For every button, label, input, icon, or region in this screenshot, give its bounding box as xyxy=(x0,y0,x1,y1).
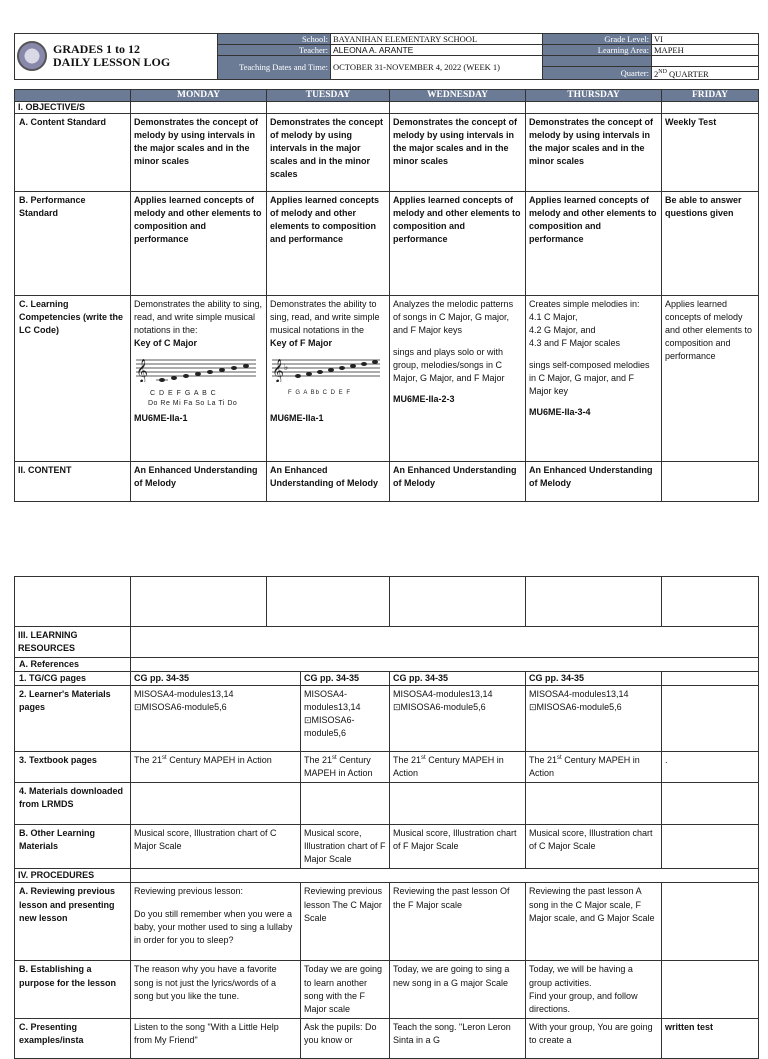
svg-text:♭: ♭ xyxy=(284,363,289,374)
f-major-staff-icon xyxy=(270,356,382,382)
tg-cg-mon: CG pp. 34-35 xyxy=(131,672,301,686)
learners-materials-label: 2. Learner's Materials pages xyxy=(15,686,131,752)
presenting-thu: With your group, You are going to create a xyxy=(526,1018,662,1058)
competencies-wed-text-1: Analyzes the melodic patterns of songs in C Major, G major, and F Major keys xyxy=(393,299,514,336)
tg-cg-tue: CG pp. 34-35 xyxy=(301,672,390,686)
content-standard-mon: Demonstrates the concept of melody by using intervals in the major scales and in the minor scales xyxy=(131,114,267,192)
objectives-title: I. OBJECTIVE/S xyxy=(15,102,131,114)
logo-line-1: GRADES 1 to 12 xyxy=(53,42,141,57)
lesson-table-1 xyxy=(14,89,759,502)
quarter-word: QUARTER xyxy=(669,68,709,79)
tb-wed-pre: The 21 xyxy=(393,755,422,766)
competencies-thu-item-3: 4.3 and F Major scales xyxy=(529,338,621,349)
header-table xyxy=(14,33,759,80)
tg-cg-fri xyxy=(662,672,759,686)
tb-wed-post: Century MAPEH in Action xyxy=(393,755,504,779)
lc-code-wed: MU6ME-IIa-2-3 xyxy=(393,394,455,405)
lc-code-mon: MU6ME-IIa-1 xyxy=(134,412,188,423)
other-materials-mon: Musical score, Illustration chart of C Major Scale xyxy=(131,825,301,869)
key-c-major: Key of C Major xyxy=(134,338,198,349)
competencies-wed xyxy=(390,296,526,462)
performance-standard-fri: Be able to answer questions given xyxy=(662,192,759,296)
tb-tue-post: Century MAPEH in Action xyxy=(304,755,373,779)
competencies-mon xyxy=(131,296,267,462)
content-mon: An Enhanced Understanding of Melody xyxy=(131,462,267,502)
reviewing-mon-2: Do you still remember when you were a baby, your mother used to sing a lullaby in order for you to sleep? xyxy=(134,908,293,945)
day-wednesday: WEDNESDAY xyxy=(390,90,526,102)
purpose-thu xyxy=(526,961,662,1018)
resources-title: III. LEARNING RESOURCES xyxy=(15,627,131,658)
svg-text:𝄞: 𝄞 xyxy=(136,358,148,383)
tb-thu-pre: The 21 xyxy=(529,755,558,766)
competencies-thu xyxy=(526,296,662,462)
f-major-note-names: F G A Bb C D E F xyxy=(288,390,352,397)
tb-tue-sup: st xyxy=(332,755,337,762)
quarter-label: Quarter: xyxy=(543,67,652,80)
other-materials-label: B. Other Learning Materials xyxy=(15,825,131,869)
area-value: MAPEH xyxy=(652,45,759,56)
day-thursday: THURSDAY xyxy=(526,90,662,102)
blank-label xyxy=(543,56,652,67)
tb-thu-post: Century MAPEH in Action xyxy=(529,755,640,779)
competencies-fri: Applies learned concepts of melody and other elements to composition and performance xyxy=(662,296,759,462)
svg-text:𝄞: 𝄞 xyxy=(272,358,284,383)
purpose-wed: Today, we are going to sing a new song in a G major Scale xyxy=(390,961,526,1018)
grade-label: Grade Level: xyxy=(543,34,652,45)
competencies-mon-text: Demonstrates the ability to sing, read, and write simple musical notations in the: xyxy=(134,299,263,336)
key-f-major: Key of F Major xyxy=(270,338,333,349)
performance-standard-thu: Applies learned concepts of melody and other elements to composition and performance xyxy=(526,192,662,296)
logo-line-2: DAILY LESSON LOG xyxy=(53,55,171,70)
lc-code-tue: MU6ME-IIa-1 xyxy=(270,412,324,423)
tg-cg-thu: CG pp. 34-35 xyxy=(526,672,662,686)
learners-materials-tue xyxy=(301,686,390,752)
logo-cell xyxy=(15,34,218,80)
tb-tue-pre: The 21 xyxy=(304,755,333,766)
school-label: School: xyxy=(218,34,331,45)
purpose-mon: The reason why you have a favorite song is not just the lyrics/words of a song but you like the tune. xyxy=(131,961,301,1018)
content-tue: An Enhanced Understanding of Melody xyxy=(267,462,390,502)
textbook-fri: . xyxy=(662,752,759,783)
tb-wed-sup: st xyxy=(421,755,426,762)
performance-standard-label: B. Performance Standard xyxy=(15,192,131,296)
lm-thu-1: MISOSA4-modules13,14 xyxy=(529,689,629,700)
reviewing-label: A. Reviewing previous lesson and presenting new lesson xyxy=(15,883,131,961)
purpose-tue: Today we are going to learn another song with the F Major scale xyxy=(301,961,390,1018)
reviewing-wed: Reviewing the past lesson Of the F Major scale xyxy=(390,883,526,961)
competencies-thu-item-2: 4.2 G Major, and xyxy=(529,325,596,336)
blank-value xyxy=(652,56,759,67)
performance-standard-mon: Applies learned concepts of melody and other elements to composition and performance xyxy=(131,192,267,296)
school-value: BAYANIHAN ELEMENTARY SCHOOL xyxy=(331,34,543,45)
textbook-tue xyxy=(301,752,390,783)
lm-mon-2: ⊡MISOSA6-module5,6 xyxy=(134,702,227,713)
dates-value: OCTOBER 31-NOVEMBER 4, 2022 (WEEK 1) xyxy=(331,56,543,80)
quarter-value xyxy=(652,67,759,80)
tb-mon-post: Century MAPEH in Action xyxy=(166,755,272,766)
textbook-wed xyxy=(390,752,526,783)
deped-seal-icon xyxy=(17,41,47,71)
other-materials-wed: Musical score, Illustration chart of F Major Scale xyxy=(390,825,526,869)
lm-wed-1: MISOSA4-modules13,14 xyxy=(393,689,493,700)
lm-tue-2: ⊡MISOSA6-module5,6 xyxy=(304,715,355,739)
textbook-mon xyxy=(131,752,301,783)
performance-standard-tue: Applies learned concepts of melody and other elements to composition and performance xyxy=(267,192,390,296)
competencies-wed-text-2: sings and plays solo or with group, melodies/songs in C Major, G Major, and F Major xyxy=(393,347,505,384)
day-monday: MONDAY xyxy=(131,90,267,102)
references-label: A. References xyxy=(15,658,131,672)
lm-tue-1: MISOSA4-modules13,14 xyxy=(304,689,361,713)
tg-cg-label: 1. TG/CG pages xyxy=(15,672,131,686)
other-materials-tue: Musical score, Illustration chart of F Major Scale xyxy=(301,825,390,869)
grade-value: VI xyxy=(652,34,759,45)
purpose-thu-1: Today, we will be having a group activities. xyxy=(529,964,633,988)
competencies-thu-text-2: sings self-composed melodies in C Major, G major, and F Major key xyxy=(529,360,650,397)
lrmds-label: 4. Materials downloaded from LRMDS xyxy=(15,783,131,825)
tb-mon-pre: The 21 xyxy=(134,755,163,766)
content-thu: An Enhanced Understanding of Melody xyxy=(526,462,662,502)
competencies-label: C. Learning Competencies (write the LC Code) xyxy=(15,296,131,462)
presenting-mon: Listen to the song "With a Little Help from My Friend" xyxy=(131,1018,301,1058)
c-major-staff-icon xyxy=(134,356,258,382)
presenting-fri: written test xyxy=(662,1018,759,1058)
presenting-wed: Teach the song. "Leron Leron Sinta in a G xyxy=(390,1018,526,1058)
competencies-tue xyxy=(267,296,390,462)
other-materials-thu: Musical score, Illustration chart of C Major Scale xyxy=(526,825,662,869)
tb-mon-sup: st xyxy=(162,755,167,762)
day-friday: FRIDAY xyxy=(662,90,759,102)
reviewing-mon-1: Reviewing previous lesson: xyxy=(134,886,244,897)
reviewing-tue: Reviewing previous lesson The C Major Scale xyxy=(301,883,390,961)
reviewing-mon xyxy=(131,883,301,961)
presenting-label: C. Presenting examples/insta xyxy=(15,1018,131,1058)
lesson-table-2 xyxy=(14,576,759,1059)
competencies-thu-item-1: 4.1 C Major, xyxy=(529,312,578,323)
reviewing-thu: Reviewing the past lesson A song in the C Major scale, F Major scale, and G Major Scale xyxy=(526,883,662,961)
content-wed: An Enhanced Understanding of Melody xyxy=(390,462,526,502)
teacher-label: Teacher: xyxy=(218,45,331,56)
competencies-thu-text-1: Creates simple melodies in: xyxy=(529,299,640,309)
purpose-label: B. Establishing a purpose for the lesson xyxy=(15,961,131,1018)
content-title: II. CONTENT xyxy=(15,462,131,502)
dates-label: Teaching Dates and Time: xyxy=(218,56,331,80)
textbook-label: 3. Textbook pages xyxy=(15,752,131,783)
lm-mon-1: MISOSA4-modules13,14 xyxy=(134,689,234,700)
purpose-thu-2: Find your group, and follow directions. xyxy=(529,990,638,1014)
procedures-title: IV. PROCEDURES xyxy=(15,869,131,883)
area-label: Learning Area: xyxy=(543,45,652,56)
c-major-solfege: Do Re Mi Fa So La Ti Do xyxy=(148,400,238,408)
content-standard-fri: Weekly Test xyxy=(662,114,759,192)
competencies-tue-text: Demonstrates the ability to sing, read, and write simple musical notations in the xyxy=(270,299,380,336)
lm-wed-2: ⊡MISOSA6-module5,6 xyxy=(393,702,486,713)
lc-code-thu: MU6ME-IIa-3-4 xyxy=(529,407,591,418)
presenting-tue: Ask the pupils: Do you know or xyxy=(301,1018,390,1058)
corner-cell xyxy=(15,90,131,102)
content-standard-thu: Demonstrates the concept of melody by using intervals in the major scales and in the minor scales xyxy=(526,114,662,192)
lm-thu-2: ⊡MISOSA6-module5,6 xyxy=(529,702,622,713)
content-standard-tue: Demonstrates the concept of melody by using intervals in the major scales and in the minor scales xyxy=(267,114,390,192)
day-tuesday: TUESDAY xyxy=(267,90,390,102)
content-standard-label: A. Content Standard xyxy=(15,114,131,192)
learners-materials-mon xyxy=(131,686,301,752)
content-standard-wed: Demonstrates the concept of melody by using intervals in the major scales and in the minor scales xyxy=(390,114,526,192)
textbook-thu xyxy=(526,752,662,783)
quarter-num: 2 xyxy=(654,68,659,79)
tg-cg-wed: CG pp. 34-35 xyxy=(390,672,526,686)
c-major-note-names: C D E F G A B C xyxy=(150,390,217,398)
learners-materials-wed xyxy=(390,686,526,752)
performance-standard-wed: Applies learned concepts of melody and other elements to composition and performance xyxy=(390,192,526,296)
learners-materials-thu xyxy=(526,686,662,752)
teacher-value: ALEONA A. ARANTE xyxy=(331,45,543,56)
other-materials-fri xyxy=(662,825,759,869)
content-fri xyxy=(662,462,759,502)
quarter-sup: ND xyxy=(658,69,667,75)
tb-thu-sup: st xyxy=(557,755,562,762)
